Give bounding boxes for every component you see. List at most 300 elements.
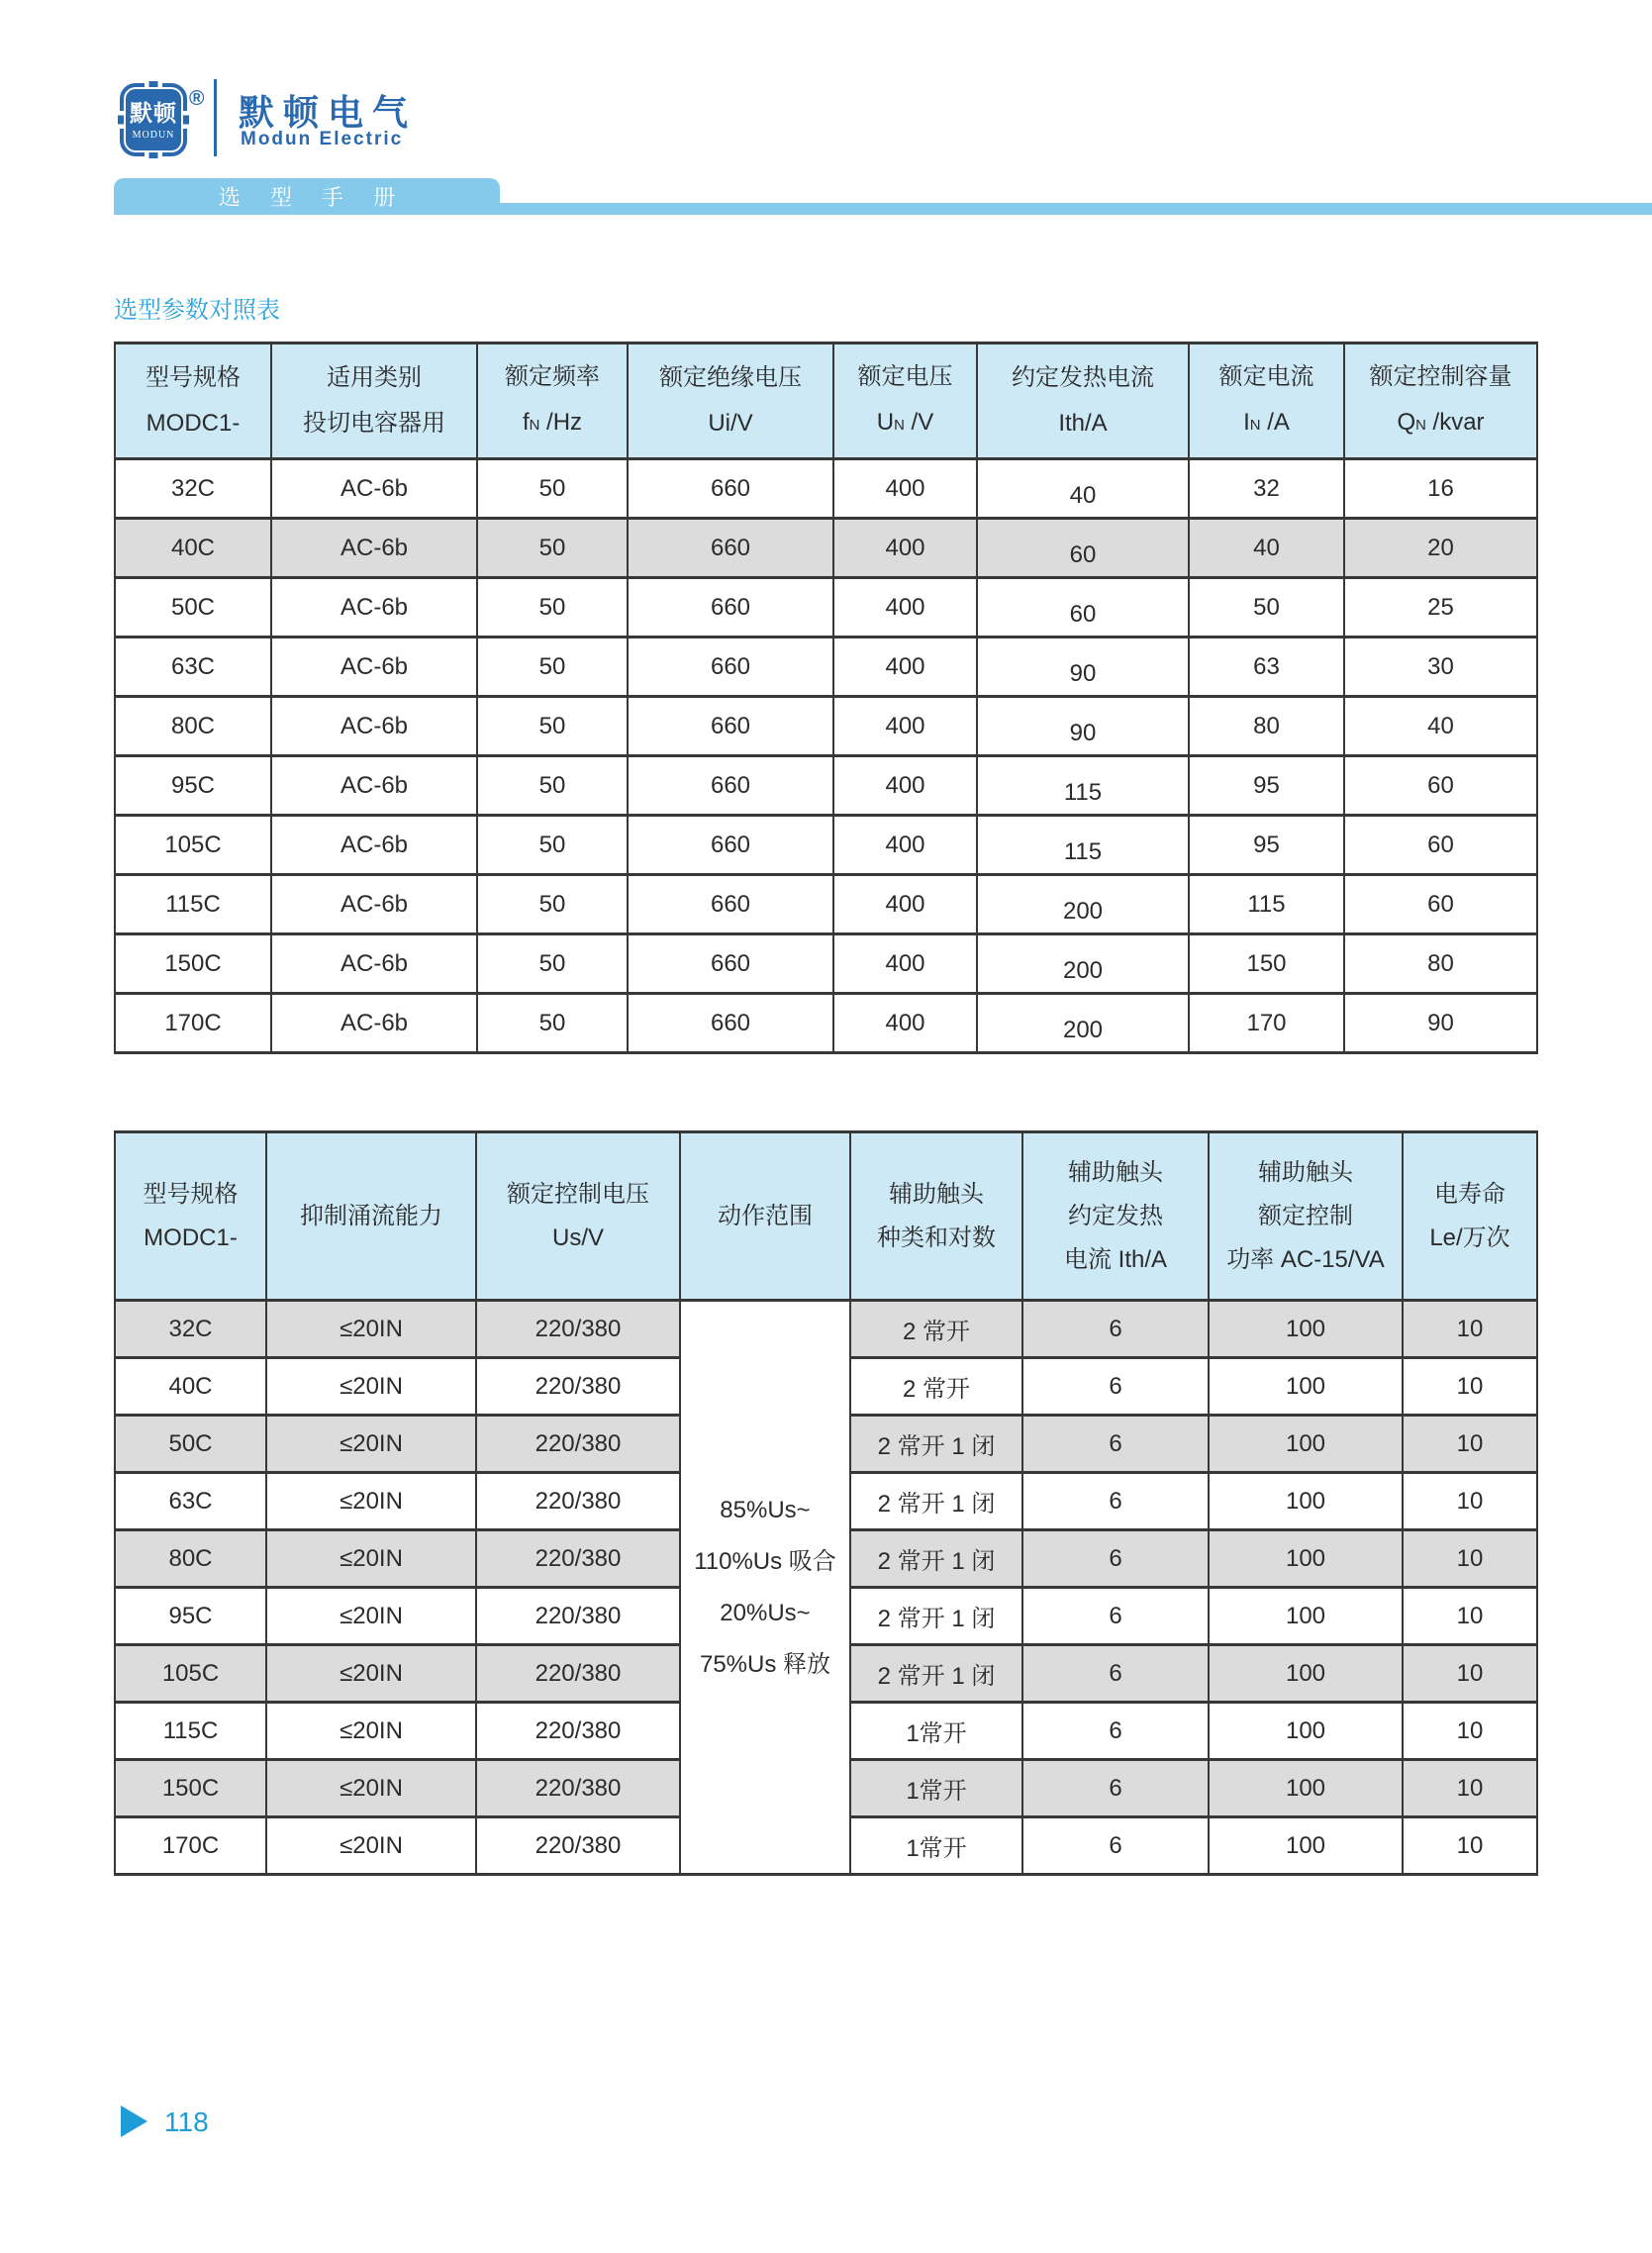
table-row [115,637,1537,697]
table-cell [271,519,477,578]
cell-value: 60 [1427,831,1454,858]
table-cell [977,756,1189,816]
cell-value: 10 [1456,1774,1484,1802]
table-cell [1022,1530,1209,1588]
cell-value: 50C [168,1429,213,1457]
table-cell [1403,1530,1537,1588]
table-cell [476,1358,680,1416]
cell-value: 80 [1427,949,1454,977]
cell-value: AC-6b [340,534,409,561]
table-cell [266,1358,476,1416]
cell-value: 200 [1062,897,1104,925]
cell-value: 30 [1427,652,1454,680]
table-cell [1403,1645,1537,1703]
table-cell [271,637,477,697]
table-cell [628,756,833,816]
table-cell [1344,756,1537,816]
column-header-line: 型号规格 [146,364,241,391]
table-cell [1189,756,1344,816]
model-cell [115,1416,266,1473]
cell-value: 220/380 [534,1716,622,1744]
column-header-line: IN /A [1243,408,1290,436]
logo-frame-nub [149,152,158,158]
column-header [115,1132,266,1301]
cell-value: 660 [710,534,751,561]
cell-value: 105C [161,1659,220,1687]
cell-value: 10 [1456,1429,1484,1457]
column-header [1209,1132,1403,1301]
column-header-line: QN /kvar [1397,408,1485,436]
cell-value: 660 [710,593,751,621]
action-range-line: 85%Us~ [720,1496,811,1523]
cell-value: 2 常开 [902,1376,970,1403]
table-cell [1403,1703,1537,1760]
table-row [115,459,1537,519]
header-row [115,1132,1537,1301]
table-cell [476,1301,680,1358]
table-cell [850,1760,1022,1817]
cell-value: 100 [1285,1602,1326,1629]
cell-value: 660 [710,771,751,799]
column-header-line: MODC1- [146,410,241,437]
table-cell [850,1817,1022,1875]
column-header [833,343,977,459]
table-cell [477,756,628,816]
banner-label: 选 型 手 册 [218,185,408,210]
column-header [266,1132,476,1301]
column-header-line: 抑制涌流能力 [300,1202,442,1229]
cell-value: 115 [1063,837,1103,865]
table-cell [833,994,977,1053]
table-cell [477,994,628,1053]
cell-value: 220/380 [534,1487,622,1515]
cell-value: 32C [168,1315,213,1342]
logo-divider [214,79,217,156]
cell-value: 115 [1247,890,1286,918]
model-cell [115,697,271,756]
table-cell [1209,1416,1403,1473]
cell-value: 50 [1253,593,1280,621]
cell-value: 63C [168,1487,213,1515]
cell-value: AC-6b [340,890,409,918]
table-cell [1344,637,1537,697]
table-cell [1022,1703,1209,1760]
cell-value: 100 [1285,1487,1326,1515]
table-cell [1189,816,1344,875]
cell-value: 660 [710,474,751,502]
cell-value: 10 [1456,1716,1484,1744]
cell-value: 10 [1456,1831,1484,1859]
table-cell [271,994,477,1053]
table-cell [271,816,477,875]
model-cell [115,578,271,637]
column-header-line: 电流 Ith/A [1063,1245,1168,1273]
cell-value: 400 [885,1009,925,1036]
table-cell [476,1473,680,1530]
banner-tab [114,178,500,215]
cell-value: 6 [1109,1487,1122,1515]
cell-value: 10 [1456,1544,1484,1572]
model-cell [115,1530,266,1588]
table-row [115,756,1537,816]
table-cell [977,875,1189,934]
table-cell [477,459,628,519]
cell-value: 95C [168,1602,213,1629]
cell-value: 50 [538,831,566,858]
cell-value: 6 [1109,1831,1122,1859]
cell-value: 1常开 [906,1720,967,1747]
table-cell [1209,1760,1403,1817]
cell-value: 170 [1246,1009,1287,1036]
cell-value: 660 [710,831,751,858]
cell-value: 2 常开 1 闭 [877,1663,996,1690]
cell-value: 95C [170,771,216,799]
cell-value: 25 [1427,593,1454,621]
table-cell [271,697,477,756]
table-cell [271,934,477,994]
table-cell [850,1645,1022,1703]
table-cell [1209,1301,1403,1358]
table-cell [1344,519,1537,578]
table-cell [266,1645,476,1703]
table-cell [833,875,977,934]
column-header-line: 型号规格 [143,1180,239,1208]
table-cell [266,1530,476,1588]
page-number: 118 [164,2106,209,2137]
cell-value: 200 [1062,956,1104,984]
column-header [477,343,628,459]
action-range-cell [680,1301,850,1875]
column-header-line: 功率 AC-15/VA [1226,1245,1385,1273]
cell-value: 50 [538,712,566,739]
cell-value: 6 [1109,1315,1122,1342]
cell-value: ≤20IN [340,1315,403,1342]
table-cell [271,578,477,637]
logo-frame-nub [118,116,124,125]
table-cell [477,697,628,756]
cell-value: 400 [885,652,925,680]
cell-value: ≤20IN [340,1602,403,1629]
cell-value: 16 [1427,474,1454,502]
cell-value: 220/380 [534,1831,622,1859]
table-cell [1403,1473,1537,1530]
table-cell [477,816,628,875]
table-row [115,875,1537,934]
column-header [1403,1132,1537,1301]
column-header-line: 额定电流 [1218,362,1314,390]
table-cell [271,875,477,934]
table-cell [1344,578,1537,637]
table-cell [1189,875,1344,934]
cell-value: 95 [1253,831,1280,858]
table-cell [850,1358,1022,1416]
column-header [680,1132,850,1301]
column-header [271,343,477,459]
cell-value: 90 [1069,719,1097,746]
cell-value: AC-6b [340,712,409,739]
table-cell [476,1530,680,1588]
cell-value: 80C [170,712,216,739]
table-cell [1344,994,1537,1053]
column-header-line: Ui/V [708,410,753,437]
page-number-arrow-icon [121,2106,147,2137]
model-cell [115,519,271,578]
cell-value: 50 [538,652,566,680]
table-cell [850,1703,1022,1760]
table-cell [628,519,833,578]
table-cell [1209,1473,1403,1530]
column-header-line: 投切电容器用 [303,410,445,437]
cell-value: 115C [162,1716,219,1744]
table-cell [833,637,977,697]
column-header-line: 额定电压 [857,362,953,390]
cell-value: 220/380 [534,1659,622,1687]
model-cell [115,1703,266,1760]
cell-value: 150C [161,1774,220,1802]
column-header-line: fN /Hz [522,408,583,436]
cell-value: 660 [710,949,751,977]
table-row [115,994,1537,1053]
cell-value: 100 [1285,1774,1326,1802]
column-header-line: 额定控制容量 [1369,362,1512,390]
table-cell [1344,697,1537,756]
cell-value: AC-6b [340,474,409,502]
table-cell [1022,1588,1209,1645]
table-cell [977,994,1189,1053]
table-cell [1344,875,1537,934]
cell-value: AC-6b [340,652,409,680]
logo-cn-text: 默顿 [130,99,177,126]
cell-value: 100 [1285,1429,1326,1457]
table-cell [476,1760,680,1817]
cell-value: 10 [1456,1487,1484,1515]
table-cell [1344,459,1537,519]
cell-value: 63C [170,652,216,680]
cell-value: AC-6b [340,1009,409,1036]
table-cell [266,1473,476,1530]
model-cell [115,1817,266,1875]
table-cell [833,934,977,994]
cell-value: 400 [885,771,925,799]
cell-value: 150C [164,949,222,977]
table-cell [1022,1473,1209,1530]
column-header [628,343,833,459]
table-cell [476,1703,680,1760]
cell-value: 40C [170,534,216,561]
cell-value: 6 [1109,1659,1122,1687]
table-cell [628,994,833,1053]
table-cell [1344,934,1537,994]
cell-value: 220/380 [534,1372,622,1400]
cell-value: 50 [538,534,566,561]
table-cell [1022,1817,1209,1875]
table-cell [628,875,833,934]
table-cell [628,816,833,875]
table-cell [477,637,628,697]
cell-value: 50 [538,1009,566,1036]
cell-value: 2 常开 1 闭 [877,1548,996,1575]
column-header-line: MODC1- [144,1224,238,1251]
column-header [977,343,1189,459]
table1-head [115,343,1537,459]
table-cell [1189,697,1344,756]
column-header-line: 额定频率 [505,362,600,390]
table-row [115,519,1537,578]
model-cell [115,1760,266,1817]
cell-value: 40 [1253,534,1280,561]
table-cell [1209,1817,1403,1875]
table-cell [977,519,1189,578]
cell-value: 170C [161,1831,220,1859]
table-cell [476,1645,680,1703]
cell-value: 6 [1109,1602,1122,1629]
table-cell [1189,459,1344,519]
cell-value: 220/380 [534,1774,622,1802]
table-row [115,1301,1537,1358]
table-cell [1022,1645,1209,1703]
cell-value: 400 [885,949,925,977]
table-cell [833,756,977,816]
cell-value: 400 [885,593,925,621]
cell-value: 6 [1109,1372,1122,1400]
column-header-line: 约定发热 [1068,1202,1163,1229]
column-header [1189,343,1344,459]
cell-value: 32C [170,474,216,502]
table-cell [1189,578,1344,637]
cell-value: 90 [1069,659,1097,687]
cell-value: 40 [1069,481,1097,509]
cell-value: 150 [1246,949,1287,977]
cell-value: 50 [538,593,566,621]
cell-value: 200 [1062,1016,1104,1043]
cell-value: 50 [538,949,566,977]
brand-name-cn: 默顿电气 [239,92,418,133]
table-cell [1209,1530,1403,1588]
cell-value: 10 [1456,1602,1484,1629]
table-cell [628,578,833,637]
column-header-line: 种类和对数 [877,1224,996,1251]
section-title: 选型参数对照表 [114,297,280,324]
cell-value: 60 [1069,600,1097,628]
cell-value: 6 [1109,1544,1122,1572]
cell-value: 220/380 [534,1544,622,1572]
cell-value: 170C [164,1009,222,1036]
cell-value: 100 [1285,1372,1326,1400]
column-header-line: Le/万次 [1429,1224,1510,1251]
table-cell [476,1416,680,1473]
cell-value: 220/380 [534,1602,622,1629]
table-cell [266,1301,476,1358]
column-header-line: 额定控制电压 [507,1180,649,1208]
column-header [476,1132,680,1301]
table-cell [1022,1358,1209,1416]
table-cell [833,578,977,637]
cell-value: 220/380 [534,1315,622,1342]
logo-frame-nub [183,116,189,125]
cell-value: ≤20IN [340,1544,403,1572]
table-cell [266,1817,476,1875]
table-row [115,934,1537,994]
action-range-line: 110%Us 吸合 [694,1547,836,1575]
table-cell [1022,1760,1209,1817]
cell-value: 660 [710,652,751,680]
column-header-line: 辅助触头 [1068,1158,1163,1186]
cell-value: ≤20IN [340,1372,403,1400]
column-header-line: 辅助触头 [1258,1158,1353,1186]
table-cell [850,1473,1022,1530]
cell-value: 660 [710,1009,751,1036]
cell-value: 400 [885,831,925,858]
table-cell [1022,1301,1209,1358]
cell-value: ≤20IN [340,1429,403,1457]
table-cell [266,1703,476,1760]
cell-value: 95 [1253,771,1280,799]
model-cell [115,934,271,994]
cell-value: 100 [1285,1544,1326,1572]
table-cell [1403,1588,1537,1645]
table-cell [266,1416,476,1473]
model-cell [115,1588,266,1645]
column-header-line: 适用类别 [327,364,422,391]
cell-value: 10 [1456,1372,1484,1400]
logo-frame-nub [149,81,158,87]
cell-value: 50 [538,474,566,502]
column-header-line: 电寿命 [1434,1180,1506,1208]
action-range-line: 20%Us~ [720,1599,811,1626]
logo-en-text: MODUN [132,129,175,141]
cell-value: 6 [1109,1429,1122,1457]
table-cell [476,1588,680,1645]
cell-value: 2 常开 1 闭 [877,1491,996,1518]
table-cell [977,934,1189,994]
cell-value: 400 [885,474,925,502]
subscript-text: N [894,417,905,434]
cell-value: 115C [165,890,221,918]
cell-value: 100 [1285,1315,1326,1342]
cell-value: 105C [164,831,222,858]
column-header-line: 动作范围 [718,1202,813,1229]
spec-table-main-params [114,342,1538,1054]
model-cell [115,1645,266,1703]
table-cell [271,459,477,519]
table-row [115,578,1537,637]
cell-value: 60 [1069,540,1097,568]
cell-value: 60 [1427,771,1454,799]
model-cell [115,816,271,875]
model-cell [115,1301,266,1358]
table2-head [115,1132,1537,1301]
table-cell [850,1301,1022,1358]
column-header-line: 辅助触头 [889,1180,984,1208]
table-cell [271,756,477,816]
table-cell [1209,1588,1403,1645]
cell-value: ≤20IN [340,1716,403,1744]
spec-table-control-params [114,1130,1538,1876]
table-row [115,697,1537,756]
cell-value: 50C [170,593,216,621]
action-range-line: 75%Us 释放 [699,1650,831,1678]
cell-value: 50 [538,890,566,918]
cell-value: 400 [885,534,925,561]
table-cell [977,459,1189,519]
cell-value: 6 [1109,1716,1122,1744]
table-cell [977,637,1189,697]
subscript-text: N [1249,417,1261,434]
cell-value: AC-6b [340,771,409,799]
column-header-line: 额定控制 [1258,1202,1353,1229]
table-cell [628,697,833,756]
cell-value: 10 [1456,1315,1484,1342]
